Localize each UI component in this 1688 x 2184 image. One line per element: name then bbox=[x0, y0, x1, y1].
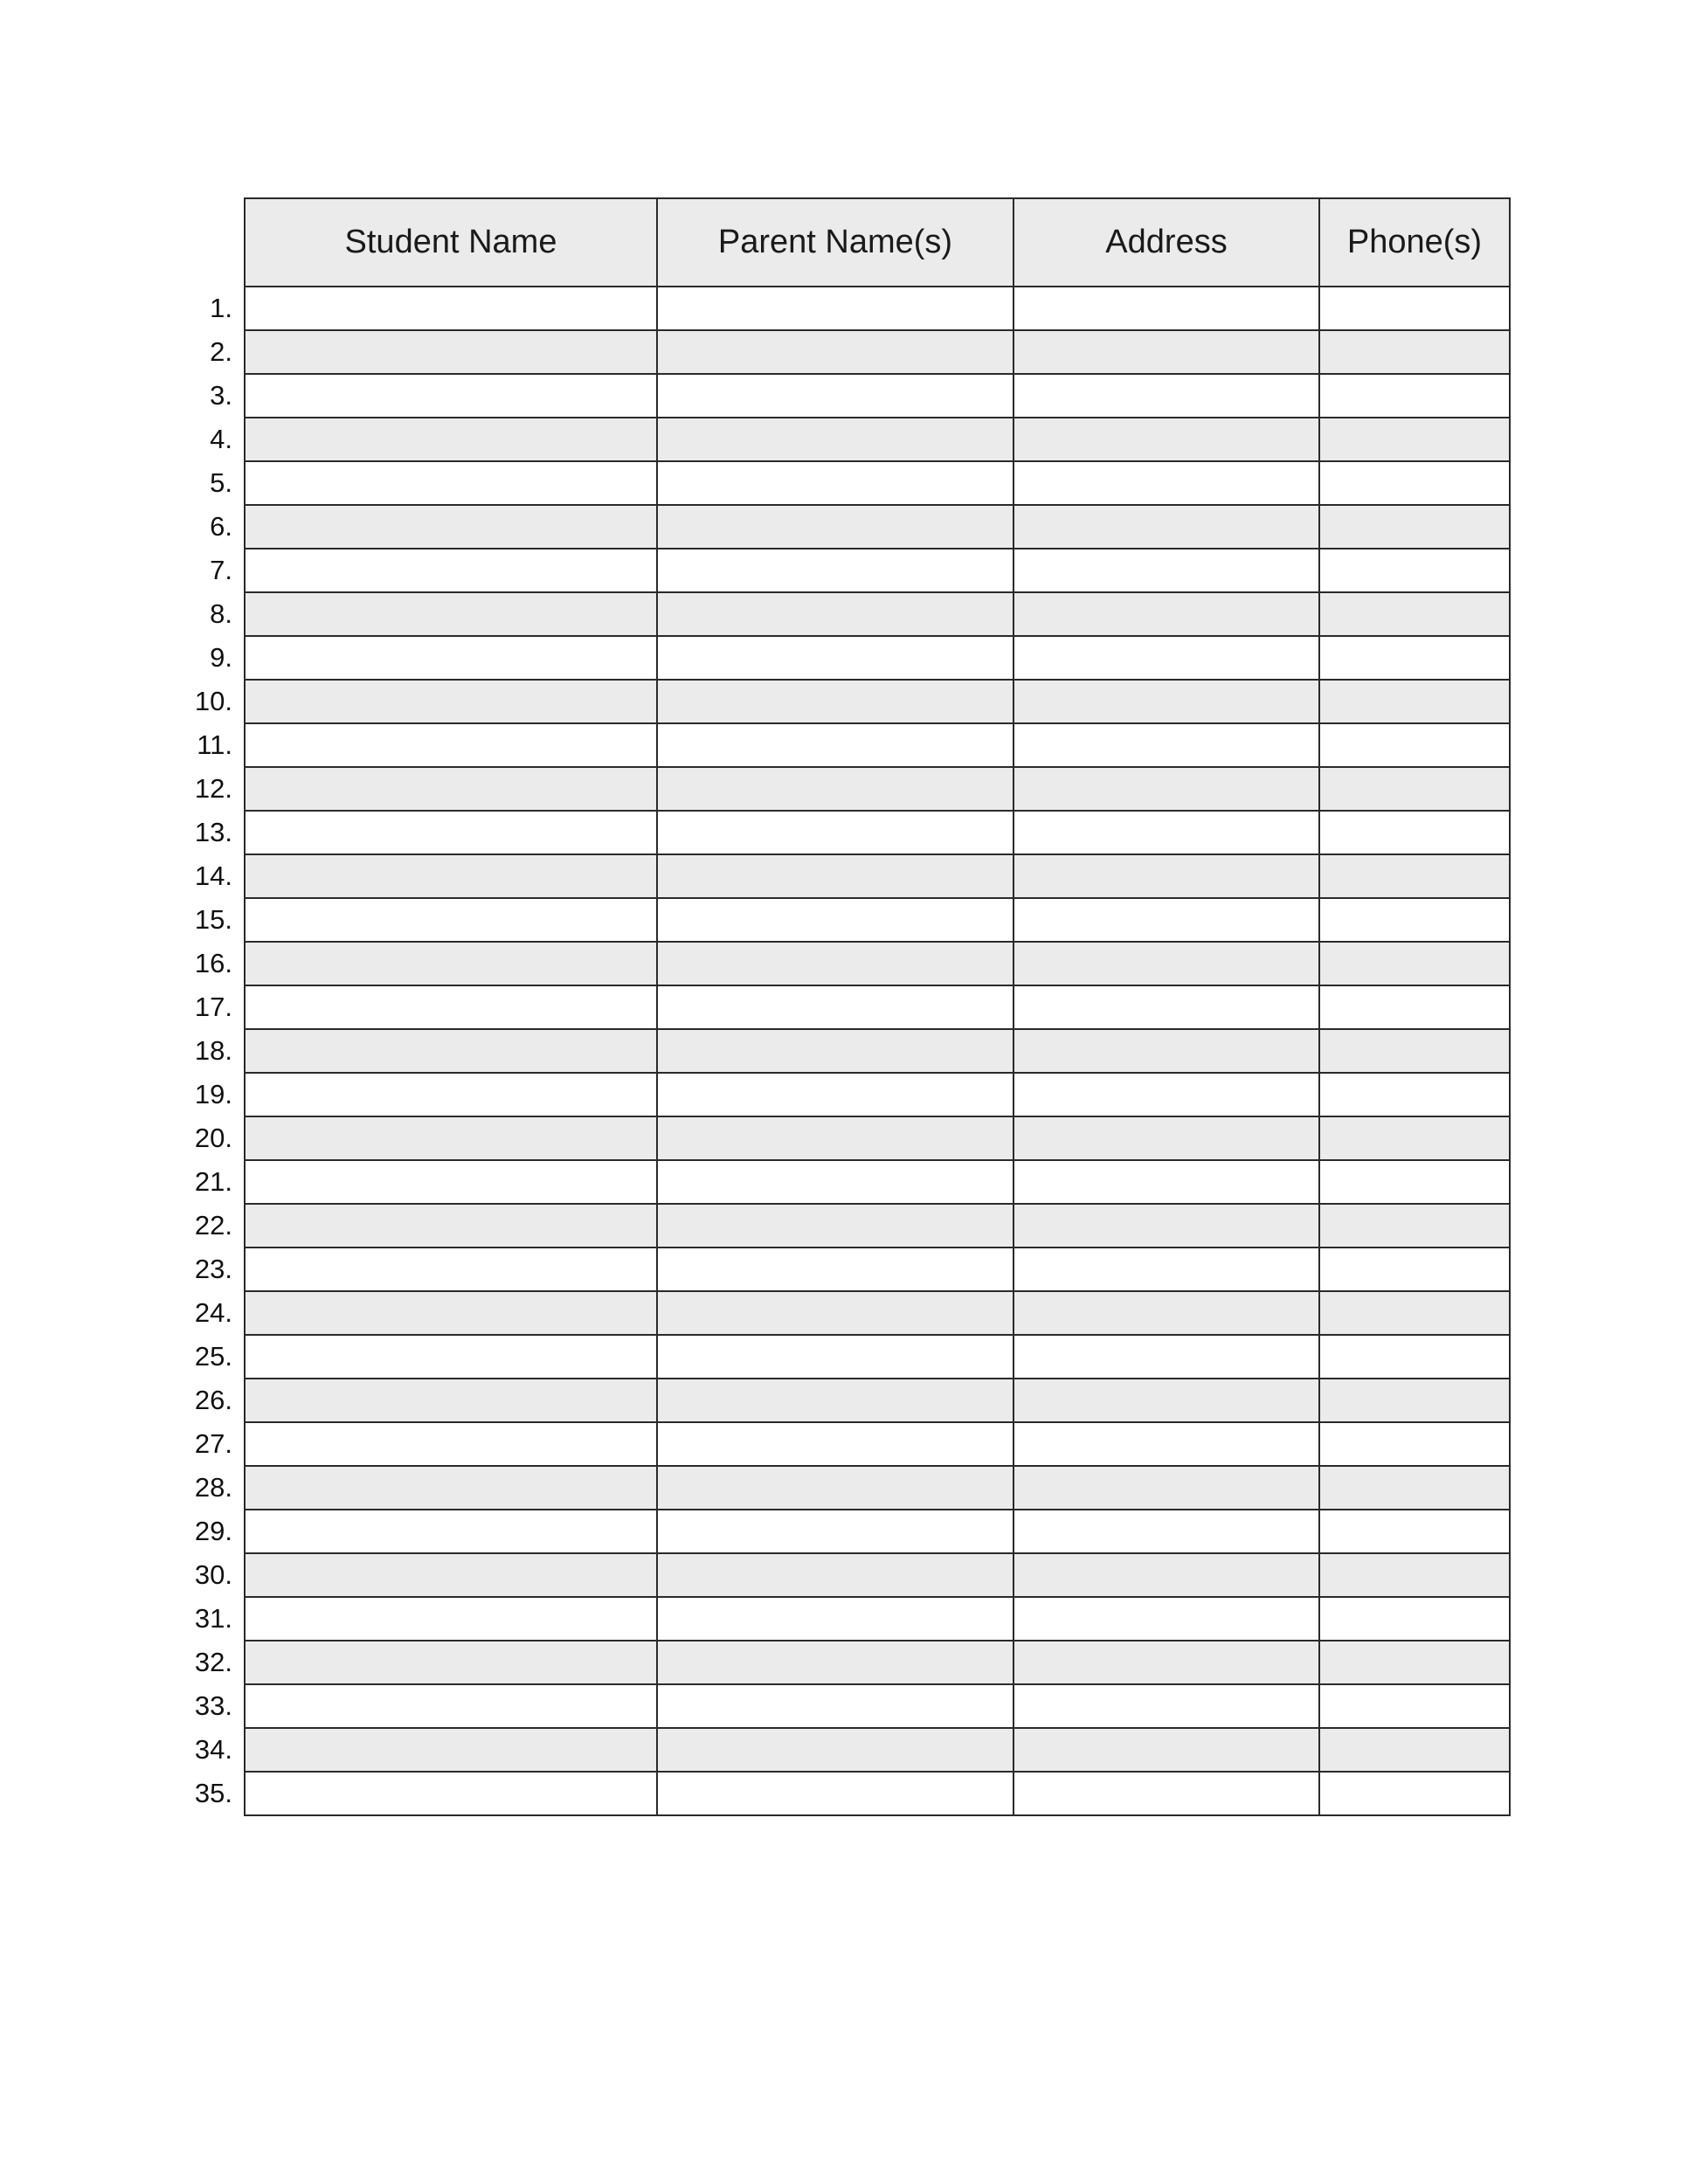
row-number: 27. bbox=[194, 1428, 232, 1459]
table-row bbox=[245, 1335, 1510, 1379]
cell-student-name[interactable] bbox=[245, 461, 657, 505]
cell-student-name[interactable] bbox=[245, 1379, 657, 1422]
cell-address[interactable] bbox=[1013, 898, 1319, 942]
cell-phones[interactable] bbox=[1319, 1422, 1510, 1466]
row-number: 23. bbox=[194, 1254, 232, 1284]
table-row bbox=[245, 898, 1510, 942]
cell-parent-names[interactable] bbox=[657, 1422, 1013, 1466]
row-number: 6. bbox=[210, 511, 232, 542]
cell-student-name[interactable] bbox=[245, 1684, 657, 1728]
cell-phones[interactable] bbox=[1319, 1684, 1510, 1728]
row-number: 32. bbox=[194, 1647, 232, 1677]
row-number: 33. bbox=[194, 1690, 232, 1721]
cell-student-name[interactable] bbox=[245, 1466, 657, 1510]
cell-address[interactable] bbox=[1013, 1291, 1319, 1335]
row-number: 25. bbox=[194, 1341, 232, 1372]
table-row bbox=[245, 1116, 1510, 1160]
cell-parent-names[interactable] bbox=[657, 461, 1013, 505]
cell-phones[interactable] bbox=[1319, 636, 1510, 680]
row-number: 20. bbox=[194, 1123, 232, 1153]
cell-student-name[interactable] bbox=[245, 330, 657, 374]
cell-address[interactable] bbox=[1013, 1335, 1319, 1379]
table-row bbox=[245, 1728, 1510, 1772]
row-number: 30. bbox=[194, 1559, 232, 1590]
cell-phones[interactable] bbox=[1319, 418, 1510, 461]
cell-student-name[interactable] bbox=[245, 680, 657, 723]
header-phones: Phone(s) bbox=[1319, 198, 1510, 287]
cell-address[interactable] bbox=[1013, 1641, 1319, 1684]
cell-student-name[interactable] bbox=[245, 854, 657, 898]
cell-parent-names[interactable] bbox=[657, 418, 1013, 461]
cell-parent-names[interactable] bbox=[657, 636, 1013, 680]
cell-parent-names[interactable] bbox=[657, 723, 1013, 767]
cell-phones[interactable] bbox=[1319, 374, 1510, 418]
table-row bbox=[245, 505, 1510, 549]
row-number: 3. bbox=[210, 380, 232, 411]
cell-student-name[interactable] bbox=[245, 1641, 657, 1684]
cell-parent-names[interactable] bbox=[657, 1379, 1013, 1422]
row-number: 13. bbox=[194, 817, 232, 847]
cell-phones[interactable] bbox=[1319, 1553, 1510, 1597]
cell-student-name[interactable] bbox=[245, 1029, 657, 1073]
cell-phones[interactable] bbox=[1319, 985, 1510, 1029]
cell-parent-names[interactable] bbox=[657, 287, 1013, 330]
cell-phones[interactable] bbox=[1319, 592, 1510, 636]
cell-parent-names[interactable] bbox=[657, 1291, 1013, 1335]
row-number: 10. bbox=[194, 686, 232, 716]
cell-phones[interactable] bbox=[1319, 1073, 1510, 1116]
header-address: Address bbox=[1013, 198, 1319, 287]
table-row bbox=[245, 1597, 1510, 1641]
cell-parent-names[interactable] bbox=[657, 942, 1013, 985]
table-row bbox=[245, 636, 1510, 680]
table-row bbox=[245, 680, 1510, 723]
cell-student-name[interactable] bbox=[245, 287, 657, 330]
cell-student-name[interactable] bbox=[245, 1073, 657, 1116]
cell-parent-names[interactable] bbox=[657, 1160, 1013, 1204]
cell-phones[interactable] bbox=[1319, 1029, 1510, 1073]
cell-phones[interactable] bbox=[1319, 1335, 1510, 1379]
header-student-name: Student Name bbox=[245, 198, 657, 287]
cell-parent-names[interactable] bbox=[657, 767, 1013, 811]
cell-parent-names[interactable] bbox=[657, 1116, 1013, 1160]
row-number: 9. bbox=[210, 642, 232, 673]
row-number: 11. bbox=[197, 729, 232, 760]
row-number: 7. bbox=[210, 555, 232, 585]
cell-parent-names[interactable] bbox=[657, 811, 1013, 854]
row-number: 16. bbox=[194, 948, 232, 978]
row-number: 1. bbox=[210, 293, 232, 323]
row-number: 19. bbox=[194, 1079, 232, 1109]
table-row bbox=[245, 1772, 1510, 1815]
cell-student-name[interactable] bbox=[245, 985, 657, 1029]
cell-address[interactable] bbox=[1013, 1510, 1319, 1553]
table-row bbox=[245, 549, 1510, 592]
cell-phones[interactable] bbox=[1319, 1204, 1510, 1248]
row-number: 26. bbox=[194, 1385, 232, 1415]
table-row bbox=[245, 1466, 1510, 1510]
cell-phones[interactable] bbox=[1319, 811, 1510, 854]
cell-parent-names[interactable] bbox=[657, 1641, 1013, 1684]
table-row bbox=[245, 1422, 1510, 1466]
cell-address[interactable] bbox=[1013, 1379, 1319, 1422]
cell-phones[interactable] bbox=[1319, 1510, 1510, 1553]
cell-parent-names[interactable] bbox=[657, 1597, 1013, 1641]
row-number: 15. bbox=[194, 904, 232, 935]
cell-address[interactable] bbox=[1013, 1466, 1319, 1510]
row-number: 35. bbox=[194, 1778, 232, 1808]
cell-address[interactable] bbox=[1013, 461, 1319, 505]
row-number: 8. bbox=[210, 598, 232, 629]
row-number: 21. bbox=[194, 1166, 232, 1197]
cell-student-name[interactable] bbox=[245, 767, 657, 811]
row-number-column bbox=[140, 287, 232, 1815]
cell-student-name[interactable] bbox=[245, 505, 657, 549]
cell-student-name[interactable] bbox=[245, 1204, 657, 1248]
cell-phones[interactable] bbox=[1319, 723, 1510, 767]
cell-student-name[interactable] bbox=[245, 592, 657, 636]
cell-phones[interactable] bbox=[1319, 854, 1510, 898]
row-number: 31. bbox=[194, 1603, 232, 1634]
table-row bbox=[245, 330, 1510, 374]
cell-address[interactable] bbox=[1013, 1422, 1319, 1466]
cell-student-name[interactable] bbox=[245, 1772, 657, 1815]
cell-address[interactable] bbox=[1013, 1160, 1319, 1204]
cell-phones[interactable] bbox=[1319, 767, 1510, 811]
table-row bbox=[245, 1029, 1510, 1073]
cell-address[interactable] bbox=[1013, 1248, 1319, 1291]
roster-table bbox=[244, 197, 1511, 1816]
row-number: 14. bbox=[194, 860, 232, 891]
table-row bbox=[245, 592, 1510, 636]
table-row bbox=[245, 767, 1510, 811]
cell-student-name[interactable] bbox=[245, 374, 657, 418]
cell-student-name[interactable] bbox=[245, 1248, 657, 1291]
cell-address[interactable] bbox=[1013, 549, 1319, 592]
row-number: 12. bbox=[194, 773, 232, 804]
cell-address[interactable] bbox=[1013, 330, 1319, 374]
cell-phones[interactable] bbox=[1319, 330, 1510, 374]
cell-phones[interactable] bbox=[1319, 1597, 1510, 1641]
cell-parent-names[interactable] bbox=[657, 1073, 1013, 1116]
cell-address[interactable] bbox=[1013, 592, 1319, 636]
cell-phones[interactable] bbox=[1319, 461, 1510, 505]
cell-phones[interactable] bbox=[1319, 1641, 1510, 1684]
cell-address[interactable] bbox=[1013, 287, 1319, 330]
row-number: 5. bbox=[210, 467, 232, 498]
table-row bbox=[245, 1510, 1510, 1553]
cell-parent-names[interactable] bbox=[657, 505, 1013, 549]
cell-address[interactable] bbox=[1013, 505, 1319, 549]
table-row bbox=[245, 811, 1510, 854]
cell-address[interactable] bbox=[1013, 680, 1319, 723]
cell-phones[interactable] bbox=[1319, 1466, 1510, 1510]
table-row bbox=[245, 1553, 1510, 1597]
table-row bbox=[245, 854, 1510, 898]
cell-phones[interactable] bbox=[1319, 1116, 1510, 1160]
cell-address[interactable] bbox=[1013, 636, 1319, 680]
table-row bbox=[245, 374, 1510, 418]
table-row bbox=[245, 1204, 1510, 1248]
cell-address[interactable] bbox=[1013, 854, 1319, 898]
cell-parent-names[interactable] bbox=[657, 330, 1013, 374]
cell-address[interactable] bbox=[1013, 942, 1319, 985]
cell-student-name[interactable] bbox=[245, 811, 657, 854]
cell-address[interactable] bbox=[1013, 1772, 1319, 1815]
row-number: 2. bbox=[210, 336, 232, 367]
cell-phones[interactable] bbox=[1319, 1772, 1510, 1815]
cell-parent-names[interactable] bbox=[657, 1204, 1013, 1248]
row-number: 24. bbox=[194, 1297, 232, 1328]
row-number: 34. bbox=[194, 1734, 232, 1765]
cell-phones[interactable] bbox=[1319, 1248, 1510, 1291]
cell-address[interactable] bbox=[1013, 1029, 1319, 1073]
cell-student-name[interactable] bbox=[245, 1422, 657, 1466]
table-row bbox=[245, 985, 1510, 1029]
row-number: 28. bbox=[194, 1472, 232, 1503]
cell-parent-names[interactable] bbox=[657, 1466, 1013, 1510]
cell-parent-names[interactable] bbox=[657, 985, 1013, 1029]
cell-address[interactable] bbox=[1013, 1597, 1319, 1641]
table-row bbox=[245, 1073, 1510, 1116]
row-number: 18. bbox=[194, 1035, 232, 1066]
cell-parent-names[interactable] bbox=[657, 549, 1013, 592]
cell-phones[interactable] bbox=[1319, 287, 1510, 330]
cell-student-name[interactable] bbox=[245, 1291, 657, 1335]
cell-address[interactable] bbox=[1013, 1116, 1319, 1160]
cell-student-name[interactable] bbox=[245, 942, 657, 985]
cell-address[interactable] bbox=[1013, 767, 1319, 811]
cell-phones[interactable] bbox=[1319, 898, 1510, 942]
table-row bbox=[245, 418, 1510, 461]
cell-address[interactable] bbox=[1013, 1204, 1319, 1248]
row-number: 4. bbox=[210, 424, 232, 454]
table-row bbox=[245, 1641, 1510, 1684]
cell-student-name[interactable] bbox=[245, 1510, 657, 1553]
cell-parent-names[interactable] bbox=[657, 680, 1013, 723]
cell-parent-names[interactable] bbox=[657, 1248, 1013, 1291]
table-row bbox=[245, 723, 1510, 767]
cell-student-name[interactable] bbox=[245, 1728, 657, 1772]
roster-body bbox=[245, 287, 1510, 1815]
cell-parent-names[interactable] bbox=[657, 1553, 1013, 1597]
cell-parent-names[interactable] bbox=[657, 1684, 1013, 1728]
table-row bbox=[245, 1160, 1510, 1204]
table-row bbox=[245, 1379, 1510, 1422]
cell-phones[interactable] bbox=[1319, 680, 1510, 723]
cell-student-name[interactable] bbox=[245, 1160, 657, 1204]
cell-parent-names[interactable] bbox=[657, 1510, 1013, 1553]
cell-parent-names[interactable] bbox=[657, 854, 1013, 898]
cell-parent-names[interactable] bbox=[657, 898, 1013, 942]
table-row bbox=[245, 1291, 1510, 1335]
row-number: 29. bbox=[194, 1516, 232, 1546]
cell-address[interactable] bbox=[1013, 811, 1319, 854]
cell-parent-names[interactable] bbox=[657, 1335, 1013, 1379]
cell-phones[interactable] bbox=[1319, 1160, 1510, 1204]
cell-parent-names[interactable] bbox=[657, 1029, 1013, 1073]
cell-parent-names[interactable] bbox=[657, 1728, 1013, 1772]
cell-parent-names[interactable] bbox=[657, 592, 1013, 636]
cell-address[interactable] bbox=[1013, 1073, 1319, 1116]
cell-phones[interactable] bbox=[1319, 505, 1510, 549]
header-parent-names: Parent Name(s) bbox=[657, 198, 1013, 287]
cell-address[interactable] bbox=[1013, 1684, 1319, 1728]
cell-student-name[interactable] bbox=[245, 1116, 657, 1160]
cell-student-name[interactable] bbox=[245, 1335, 657, 1379]
cell-phones[interactable] bbox=[1319, 549, 1510, 592]
cell-student-name[interactable] bbox=[245, 636, 657, 680]
cell-student-name[interactable] bbox=[245, 418, 657, 461]
cell-student-name[interactable] bbox=[245, 898, 657, 942]
cell-student-name[interactable] bbox=[245, 1553, 657, 1597]
table-row bbox=[245, 461, 1510, 505]
cell-parent-names[interactable] bbox=[657, 374, 1013, 418]
row-number: 17. bbox=[194, 992, 232, 1022]
table-row bbox=[245, 1248, 1510, 1291]
header-row bbox=[245, 198, 1510, 287]
cell-phones[interactable] bbox=[1319, 1728, 1510, 1772]
cell-address[interactable] bbox=[1013, 723, 1319, 767]
cell-address[interactable] bbox=[1013, 374, 1319, 418]
cell-phones[interactable] bbox=[1319, 1291, 1510, 1335]
row-number: 22. bbox=[194, 1210, 232, 1241]
cell-student-name[interactable] bbox=[245, 723, 657, 767]
table-row bbox=[245, 287, 1510, 330]
cell-student-name[interactable] bbox=[245, 1597, 657, 1641]
table-row bbox=[245, 1684, 1510, 1728]
cell-address[interactable] bbox=[1013, 985, 1319, 1029]
cell-phones[interactable] bbox=[1319, 1379, 1510, 1422]
cell-phones[interactable] bbox=[1319, 942, 1510, 985]
cell-address[interactable] bbox=[1013, 1728, 1319, 1772]
cell-parent-names[interactable] bbox=[657, 1772, 1013, 1815]
cell-student-name[interactable] bbox=[245, 549, 657, 592]
cell-address[interactable] bbox=[1013, 1553, 1319, 1597]
table-row bbox=[245, 942, 1510, 985]
cell-address[interactable] bbox=[1013, 418, 1319, 461]
